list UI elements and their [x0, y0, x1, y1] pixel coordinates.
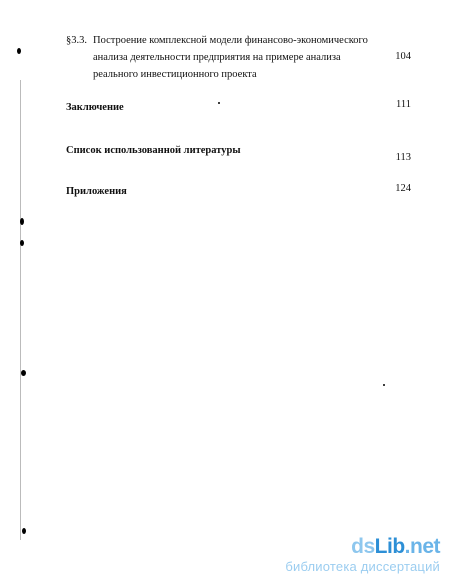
binding-hole-mark	[20, 218, 24, 225]
binding-hole-mark	[20, 240, 24, 246]
scan-speck	[383, 384, 385, 386]
logo-part-ds: ds	[351, 535, 375, 558]
dslib-logo	[285, 536, 440, 558]
binding-hole-mark	[22, 528, 26, 534]
toc-page-number: 113	[395, 152, 411, 163]
toc-page-number: 124	[395, 183, 411, 194]
toc-section-title-line-1: Построение комплексной модели финансово-экономического	[93, 35, 368, 46]
toc-appendices-title: Приложения	[66, 186, 127, 197]
toc-section-title-line-3: реального инвестиционного проекта	[93, 69, 257, 80]
binding-hole-mark	[17, 48, 21, 54]
scan-speck	[218, 102, 220, 104]
toc-page-number: 111	[396, 99, 411, 110]
toc-references-title: Список использованной литературы	[66, 145, 241, 156]
toc-conclusion-title: Заключение	[66, 102, 124, 113]
dslib-watermark	[285, 536, 440, 574]
logo-part-net: .net	[404, 535, 440, 558]
binding-shadow-line	[20, 80, 21, 540]
toc-section-title-line-2: анализа деятельности предприятия на примере анализа	[93, 52, 341, 63]
toc-section-number: §3.3.	[66, 35, 87, 46]
watermark-subtitle: библиотека диссертаций	[285, 559, 440, 574]
toc-page-number: 104	[395, 51, 411, 62]
logo-part-lib: Lib	[374, 535, 405, 558]
binding-hole-mark	[21, 370, 26, 376]
